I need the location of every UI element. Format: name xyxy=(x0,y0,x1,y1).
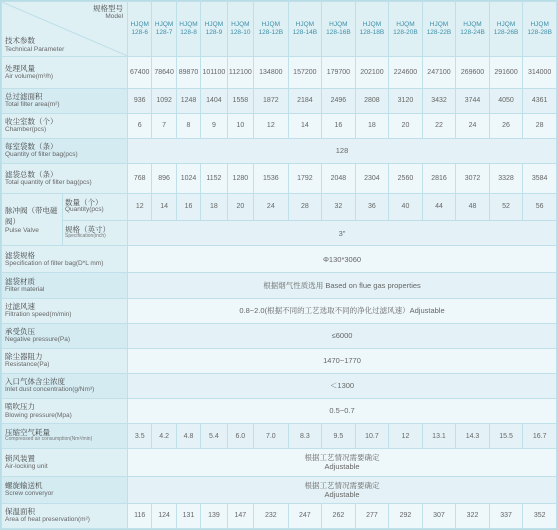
model-heading-en: Model xyxy=(105,13,124,21)
table-cell: 262 xyxy=(322,503,356,528)
model-number: 128-18B xyxy=(359,28,385,36)
table-row xyxy=(2,138,557,163)
table-cell: 15.5 xyxy=(489,424,523,449)
table-cell: 1872 xyxy=(254,88,289,113)
row-label-cn: 锁风装置 xyxy=(5,453,35,463)
row-label xyxy=(2,88,128,113)
table-row xyxy=(2,113,557,138)
table-cell: 202100 xyxy=(355,56,389,88)
model-prefix: HJQM xyxy=(295,20,315,28)
row-label xyxy=(2,373,128,398)
table-cell: 224600 xyxy=(389,56,423,88)
table-cell: 2184 xyxy=(288,88,322,113)
row-label xyxy=(2,138,128,163)
table-cell: 322 xyxy=(456,503,490,528)
table-cell: 28 xyxy=(523,113,557,138)
model-number: 128-10 xyxy=(230,28,251,36)
table-cell: 12 xyxy=(389,424,423,449)
model-header-cell xyxy=(227,2,253,57)
table-cell: 7.0 xyxy=(254,424,289,449)
table-body xyxy=(2,2,557,529)
table-cell: 48 xyxy=(456,193,490,220)
table-cell: 2560 xyxy=(389,163,423,193)
merged-value: 0.8~2.0(根据不同的工艺选取不同的净化过滤风速）Adjustable xyxy=(239,306,445,316)
model-heading-cn: 规格型号 xyxy=(93,4,124,13)
merged-value: 根据烟气性质选用 Based on flue gas properties xyxy=(263,281,421,291)
row-label-en: Quantity of filter bag(pcs) xyxy=(5,151,78,159)
table-cell: 314000 xyxy=(523,56,557,88)
table-cell: 232 xyxy=(254,503,289,528)
table-cell: 18 xyxy=(201,193,227,220)
row-label xyxy=(2,398,128,423)
table-cell: 6 xyxy=(128,113,152,138)
table-cell: 22 xyxy=(422,113,456,138)
row-label-cn: 压缩空气耗量 xyxy=(5,428,50,438)
table-cell: 1152 xyxy=(201,163,227,193)
row-label-en: Negative pressure(Pa) xyxy=(5,336,71,344)
merged-value: 根据工艺情况需要确定 xyxy=(304,453,380,463)
table-row xyxy=(2,503,557,528)
table-cell: 3432 xyxy=(422,88,456,113)
merged-value-en: Adjustable xyxy=(324,489,360,499)
pulse-spec-label xyxy=(62,221,127,246)
param-heading-en: Technical Parameter xyxy=(5,45,65,53)
table-cell: 7 xyxy=(152,113,176,138)
table-cell: 2808 xyxy=(355,88,389,113)
table-cell: 1792 xyxy=(288,163,322,193)
table-cell: 147 xyxy=(227,503,253,528)
model-number: 128-22B xyxy=(426,28,452,36)
table-cell: 14 xyxy=(288,113,322,138)
model-prefix: HJQM xyxy=(231,20,250,28)
row-label xyxy=(2,323,128,348)
model-header-cell xyxy=(422,2,456,57)
row-label xyxy=(2,56,128,88)
model-header-cell xyxy=(254,2,289,57)
table-cell: 134800 xyxy=(254,56,289,88)
row-label-en: Chamber(pcs) xyxy=(5,126,47,134)
table-cell: 936 xyxy=(128,88,152,113)
model-header-cell xyxy=(288,2,322,57)
table-row xyxy=(2,273,557,298)
table-cell: 2496 xyxy=(322,88,356,113)
table-cell: 16 xyxy=(322,113,356,138)
model-header-cell xyxy=(523,2,557,57)
table-cell-merged xyxy=(128,138,557,163)
table-cell: 139 xyxy=(201,503,227,528)
table-cell: 16.7 xyxy=(523,424,557,449)
model-prefix: HJQM xyxy=(154,20,174,28)
row-label-en: Filtration speed(m/min) xyxy=(5,311,72,319)
table-cell: 9.5 xyxy=(322,424,356,449)
pulse-valve-cn: 脉冲阀（带电磁阀） xyxy=(5,205,58,226)
model-header-cell xyxy=(456,2,490,57)
table-cell: 2816 xyxy=(422,163,456,193)
table-cell: 78640 xyxy=(152,56,176,88)
model-prefix: HJQM xyxy=(204,20,224,28)
row-label xyxy=(2,273,128,298)
row-label xyxy=(2,449,128,476)
table-row xyxy=(2,449,557,476)
table-cell: 247100 xyxy=(422,56,456,88)
pulse-quantity-row xyxy=(2,193,557,220)
model-number: 128-28B xyxy=(527,28,552,36)
merged-value: 128 xyxy=(335,146,349,156)
table-cell: 28 xyxy=(288,193,322,220)
table-cell: 2048 xyxy=(322,163,356,193)
header-corner-cell xyxy=(2,2,128,57)
table-cell: 277 xyxy=(355,503,389,528)
table-cell: 24 xyxy=(456,113,490,138)
table-cell: 247 xyxy=(288,503,322,528)
table-row xyxy=(2,398,557,423)
model-prefix: HJQM xyxy=(396,20,415,28)
table-cell: 16 xyxy=(176,193,200,220)
row-label-en: Resistance(Pa) xyxy=(5,361,50,369)
model-header-cell xyxy=(152,2,176,57)
row-label xyxy=(2,476,128,503)
table-cell: 20 xyxy=(227,193,253,220)
table-row xyxy=(2,246,557,273)
header-row xyxy=(2,2,557,57)
row-label-cn: 过滤风速 xyxy=(5,301,35,311)
table-cell: 1536 xyxy=(254,163,289,193)
table-cell: 4.8 xyxy=(176,424,200,449)
table-row xyxy=(2,88,557,113)
model-number: 128-8 xyxy=(180,28,197,36)
table-row xyxy=(2,323,557,348)
row-label-en: Screw converyor xyxy=(5,490,54,498)
table-cell: 292 xyxy=(389,503,423,528)
merged-value: 根据工艺情况需要确定 xyxy=(304,480,380,490)
row-label-en: Compressed air consumption(Nm³/min) xyxy=(5,436,93,443)
row-label xyxy=(2,246,128,273)
table-cell: 36 xyxy=(355,193,389,220)
table-cell: 1248 xyxy=(176,88,200,113)
table-cell: 3328 xyxy=(489,163,523,193)
table-cell: 3.5 xyxy=(128,424,152,449)
table-cell: 18 xyxy=(355,113,389,138)
table-cell: 5.4 xyxy=(201,424,227,449)
row-label-en: Total filter area(m²) xyxy=(5,101,60,109)
model-header-cell xyxy=(355,2,389,57)
table-row xyxy=(2,163,557,193)
table-cell: 1558 xyxy=(227,88,253,113)
model-number: 128-20B xyxy=(393,28,418,36)
table-cell: 89870 xyxy=(176,56,200,88)
row-label-cn: 滤袋材质 xyxy=(5,276,35,286)
merged-value: 0.5~0.7 xyxy=(329,406,355,416)
model-header-cell xyxy=(201,2,227,57)
model-number: 128-16B xyxy=(326,28,351,36)
table-row xyxy=(2,373,557,398)
table-cell: 4.2 xyxy=(152,424,176,449)
model-prefix: HJQM xyxy=(362,20,382,28)
model-header-cell xyxy=(389,2,423,57)
pulse-quantity-en: Quantity(pcs) xyxy=(64,206,104,214)
table-cell-merged xyxy=(128,449,557,476)
pulse-spec-en: Specification(inch) xyxy=(64,233,106,240)
row-label-en: Blowing pressure(Mpa) xyxy=(5,411,72,419)
pulse-quantity-cn: 数量（个） xyxy=(64,198,103,208)
table-cell: 131 xyxy=(176,503,200,528)
model-number: 128-14B xyxy=(292,28,318,36)
pulse-spec-row xyxy=(2,221,557,246)
table-cell-merged xyxy=(128,373,557,398)
table-cell-merged xyxy=(128,476,557,503)
table-cell-merged xyxy=(128,273,557,298)
table-cell: 337 xyxy=(489,503,523,528)
model-header-cell xyxy=(176,2,200,57)
model-header-cell xyxy=(128,2,152,57)
table-cell: 13.1 xyxy=(422,424,456,449)
row-label-cn: 每室袋数（条） xyxy=(5,142,58,152)
table-cell: 10 xyxy=(227,113,253,138)
table-row xyxy=(2,424,557,449)
table-cell: 1092 xyxy=(152,88,176,113)
row-label-en: Total quantity of filter bag(pcs) xyxy=(5,178,92,186)
table-cell: 112100 xyxy=(227,56,253,88)
table-cell: 124 xyxy=(152,503,176,528)
table-cell: 4050 xyxy=(489,88,523,113)
table-cell: 1404 xyxy=(201,88,227,113)
table-cell: 3120 xyxy=(389,88,423,113)
model-heading xyxy=(93,5,123,20)
table-cell: 1024 xyxy=(176,163,200,193)
model-number: 128-26B xyxy=(493,28,519,36)
merged-value-en: Adjustable xyxy=(324,462,360,472)
table-cell: 101100 xyxy=(201,56,227,88)
table-cell: 291600 xyxy=(489,56,523,88)
table-cell: 8.3 xyxy=(288,424,322,449)
merged-value: Φ130*3060 xyxy=(322,254,362,264)
row-label-cn: 滤袋总数（条） xyxy=(5,169,58,179)
table-cell-merged xyxy=(128,298,557,323)
merged-value: ≤6000 xyxy=(331,331,353,341)
row-label xyxy=(2,113,128,138)
table-cell: 8 xyxy=(176,113,200,138)
table-cell: 3744 xyxy=(456,88,490,113)
table-cell: 4361 xyxy=(523,88,557,113)
table-cell: 157200 xyxy=(288,56,322,88)
table-cell: 1280 xyxy=(227,163,253,193)
model-number: 128-9 xyxy=(205,28,223,36)
model-prefix: HJQM xyxy=(179,20,198,28)
table-cell: 9 xyxy=(201,113,227,138)
row-label xyxy=(2,503,128,528)
table-cell: 3072 xyxy=(456,163,490,193)
row-label-cn: 处理风量 xyxy=(5,63,35,73)
table-cell: 2304 xyxy=(355,163,389,193)
table-cell: 10.7 xyxy=(355,424,389,449)
row-label-cn: 滤袋规格 xyxy=(5,250,35,260)
spec-table xyxy=(1,1,557,529)
merged-value: 1470~1770 xyxy=(323,356,361,366)
table-cell: 26 xyxy=(489,113,523,138)
table-cell: 768 xyxy=(128,163,152,193)
row-label-en: Area of heat preservation(m²) xyxy=(5,516,90,524)
pulse-valve-label xyxy=(2,193,63,245)
param-heading xyxy=(5,37,64,52)
table-cell: 307 xyxy=(422,503,456,528)
model-prefix: HJQM xyxy=(530,20,549,28)
table-cell-merged xyxy=(128,348,557,373)
model-prefix: HJQM xyxy=(130,20,149,28)
model-number: 128-12B xyxy=(258,28,284,36)
row-label-en: Air volume(m³/h) xyxy=(5,72,54,80)
table-cell: 352 xyxy=(523,503,557,528)
table-cell: 269600 xyxy=(456,56,490,88)
row-label-cn: 除尘器阻力 xyxy=(5,352,43,362)
pulse-spec-cn: 规格（英寸） xyxy=(64,225,110,235)
pulse-quantity-label xyxy=(62,193,127,220)
table-cell: 14.3 xyxy=(456,424,490,449)
table-cell-merged xyxy=(128,398,557,423)
merged-value: ＜1300 xyxy=(329,381,355,391)
row-label-cn: 螺旋输送机 xyxy=(5,480,43,490)
table-cell: 24 xyxy=(254,193,289,220)
pulse-spec-value: 3" xyxy=(128,221,557,246)
model-header-cell xyxy=(322,2,356,57)
table-cell: 12 xyxy=(254,113,289,138)
table-cell: 52 xyxy=(489,193,523,220)
row-label-en: Air-locking unit xyxy=(5,462,48,470)
row-label-en: Inlet dust concentration(g/Nm³) xyxy=(5,386,95,394)
table-cell: 6.0 xyxy=(227,424,253,449)
row-label-en: Filter material xyxy=(5,286,45,294)
row-label-en: Specification of filter bag(D*L mm) xyxy=(5,259,104,267)
row-label xyxy=(2,348,128,373)
row-label-cn: 喷吹压力 xyxy=(5,402,35,412)
table-row xyxy=(2,298,557,323)
model-number: 128-7 xyxy=(155,28,173,36)
table-cell: 896 xyxy=(152,163,176,193)
row-label xyxy=(2,298,128,323)
table-cell-merged xyxy=(128,246,557,273)
table-cell: 3584 xyxy=(523,163,557,193)
model-prefix: HJQM xyxy=(329,20,348,28)
table-cell: 12 xyxy=(128,193,152,220)
row-label-cn: 承受负压 xyxy=(5,327,35,336)
table-cell: 14 xyxy=(152,193,176,220)
model-prefix: HJQM xyxy=(496,20,516,28)
model-number: 128-6 xyxy=(131,28,149,36)
table-row xyxy=(2,56,557,88)
row-label-cn: 总过滤面积 xyxy=(5,92,43,102)
model-prefix: HJQM xyxy=(261,20,281,28)
pulse-valve-en: Pulse Valve xyxy=(5,226,39,234)
model-prefix: HJQM xyxy=(463,20,482,28)
table-cell: 116 xyxy=(128,503,152,528)
table-row xyxy=(2,476,557,503)
row-label-cn: 保温面积 xyxy=(5,507,35,517)
model-prefix: HJQM xyxy=(429,20,449,28)
row-label-cn: 入口气体含尘浓度 xyxy=(5,377,65,387)
table-cell-merged xyxy=(128,323,557,348)
table-cell: 32 xyxy=(322,193,356,220)
table-cell: 20 xyxy=(389,113,423,138)
table-cell: 67400 xyxy=(128,56,152,88)
model-header-cell xyxy=(489,2,523,57)
table-cell: 40 xyxy=(389,193,423,220)
table-cell: 44 xyxy=(422,193,456,220)
row-label-cn: 收尘室数（个） xyxy=(5,117,58,127)
param-heading-cn: 技术参数 xyxy=(5,36,35,46)
model-number: 128-24B xyxy=(460,28,485,36)
row-label xyxy=(2,163,128,193)
table-cell: 56 xyxy=(523,193,557,220)
row-label xyxy=(2,424,128,449)
table-row xyxy=(2,348,557,373)
table-cell: 179700 xyxy=(322,56,356,88)
